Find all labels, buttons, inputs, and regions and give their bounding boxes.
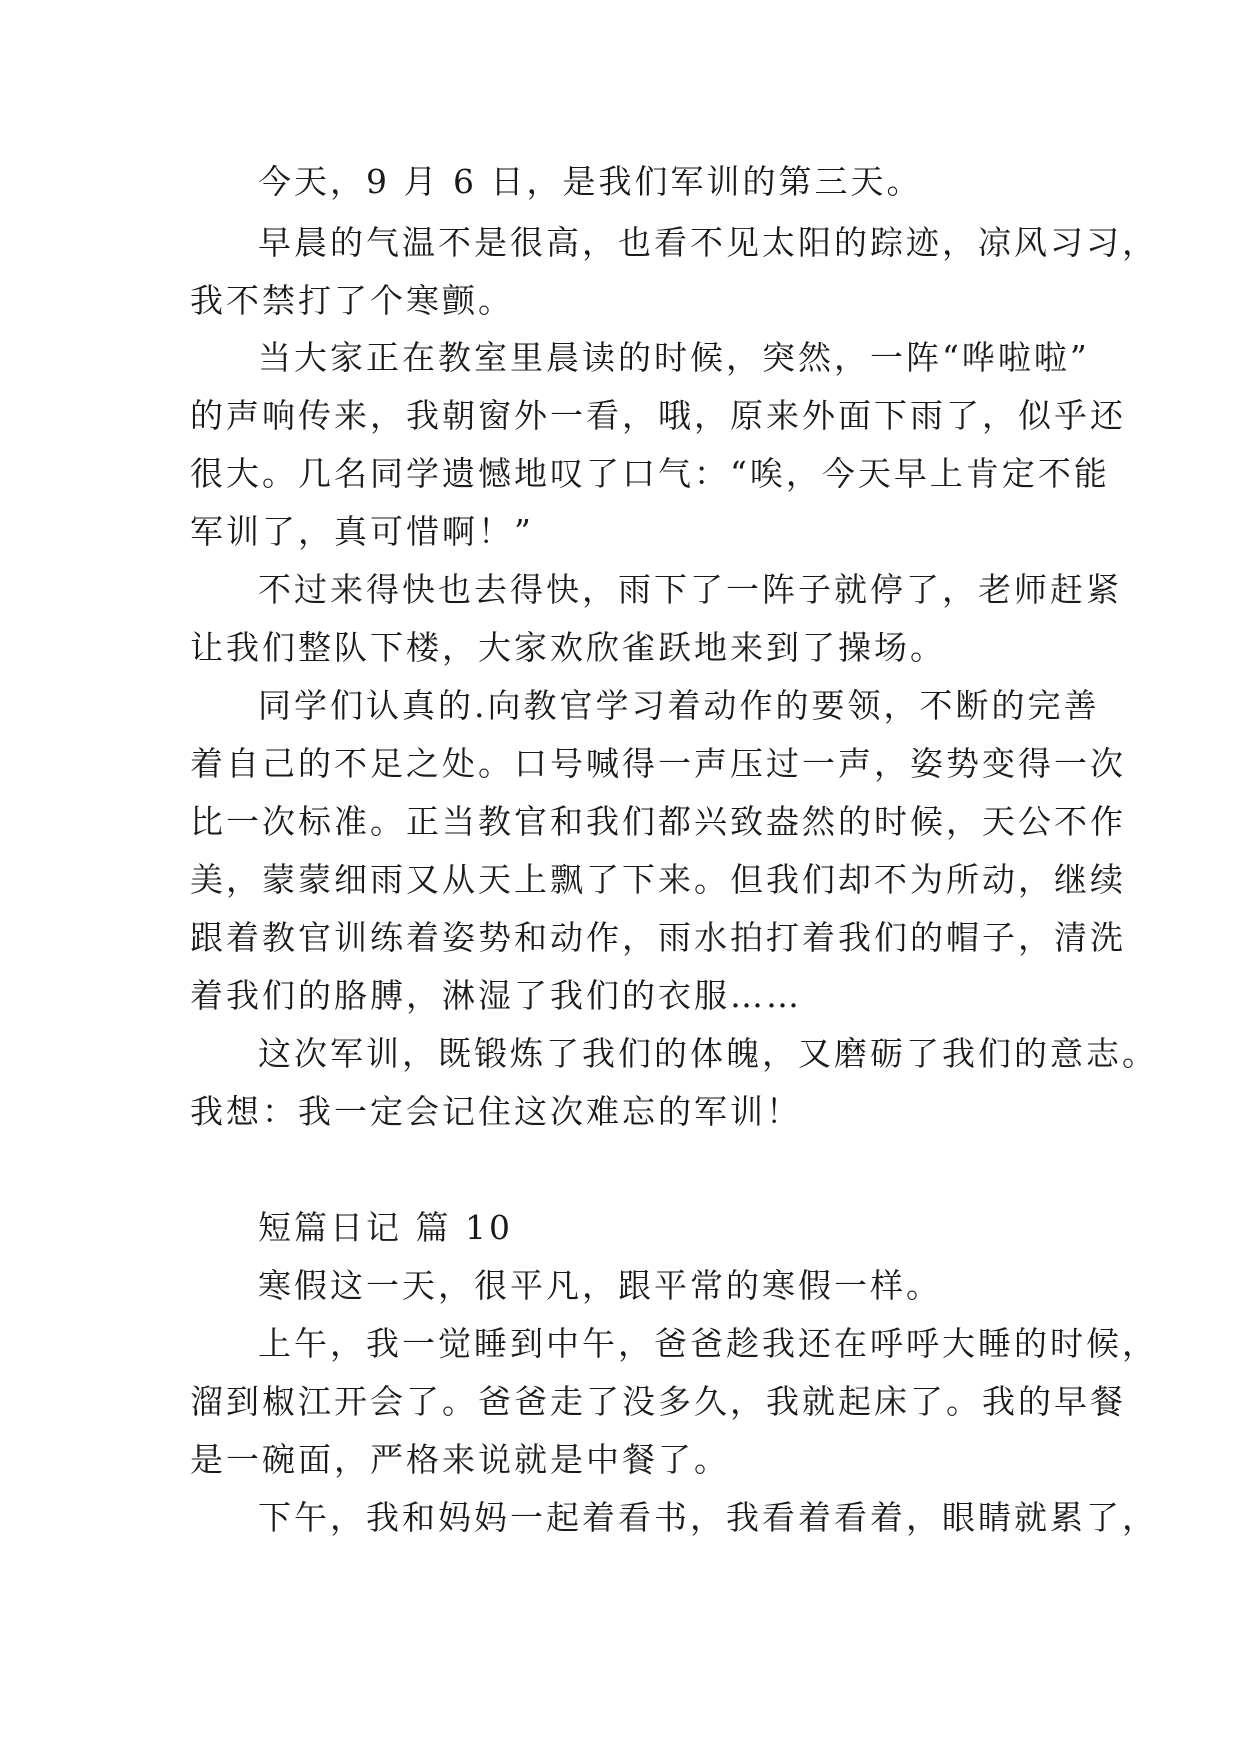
paragraph-line: 着自己的不足之处。口号喊得一声压过一声，姿势变得一次: [190, 744, 1126, 783]
paragraph-line: 今天，9 月 6 日，是我们军训的第三天。: [258, 162, 923, 201]
paragraph-line: 溜到椒江开会了。爸爸走了没多久，我就起床了。我的早餐: [190, 1382, 1126, 1421]
section-heading: 短篇日记 篇 10: [258, 1208, 513, 1247]
paragraph-line: 着我们的胳膊，淋湿了我们的衣服……: [190, 976, 802, 1015]
paragraph-line: 早晨的气温不是很高，也看不见太阳的踪迹，凉风习习，: [258, 223, 1158, 262]
paragraph-line: 上午，我一觉睡到中午，爸爸趁我还在呼呼大睡的时候，: [258, 1324, 1158, 1363]
paragraph-line: 我想：我一定会记住这次难忘的军训！: [190, 1092, 802, 1131]
paragraph-line: 比一次标准。正当教官和我们都兴致盎然的时候，天公不作: [190, 802, 1126, 841]
paragraph-line: 军训了，真可惜啊！”: [190, 512, 534, 551]
paragraph-line: 跟着教官训练着姿势和动作，雨水拍打着我们的帽子，清洗: [190, 918, 1126, 957]
paragraph-line: 下午，我和妈妈一起着看书，我看着看着，眼睛就累了，: [258, 1498, 1158, 1537]
paragraph-line: 同学们认真的.向教官学习着动作的要领，不断的完善: [258, 686, 1100, 725]
paragraph-line: 寒假这一天，很平凡，跟平常的寒假一样。: [258, 1266, 942, 1305]
paragraph-line: 我不禁打了个寒颤。: [190, 281, 514, 320]
paragraph-line: 不过来得快也去得快，雨下了一阵子就停了，老师赶紧: [258, 570, 1122, 609]
paragraph-line: 当大家正在教室里晨读的时候，突然，一阵“哗啦啦”: [258, 338, 1090, 377]
paragraph-line: 很大。几名同学遗憾地叹了口气：“唉，今天早上肯定不能: [190, 454, 1110, 493]
paragraph-line: 这次军训，既锻炼了我们的体魄，又磨砺了我们的意志。: [258, 1034, 1158, 1073]
paragraph-line: 让我们整队下楼，大家欢欣雀跃地来到了操场。: [190, 628, 946, 667]
paragraph-line: 是一碗面，严格来说就是中餐了。: [190, 1440, 730, 1479]
paragraph-line: 的声响传来，我朝窗外一看，哦，原来外面下雨了，似乎还: [190, 396, 1126, 435]
paragraph-line: 美，蒙蒙细雨又从天上飘了下来。但我们却不为所动，继续: [190, 860, 1126, 899]
